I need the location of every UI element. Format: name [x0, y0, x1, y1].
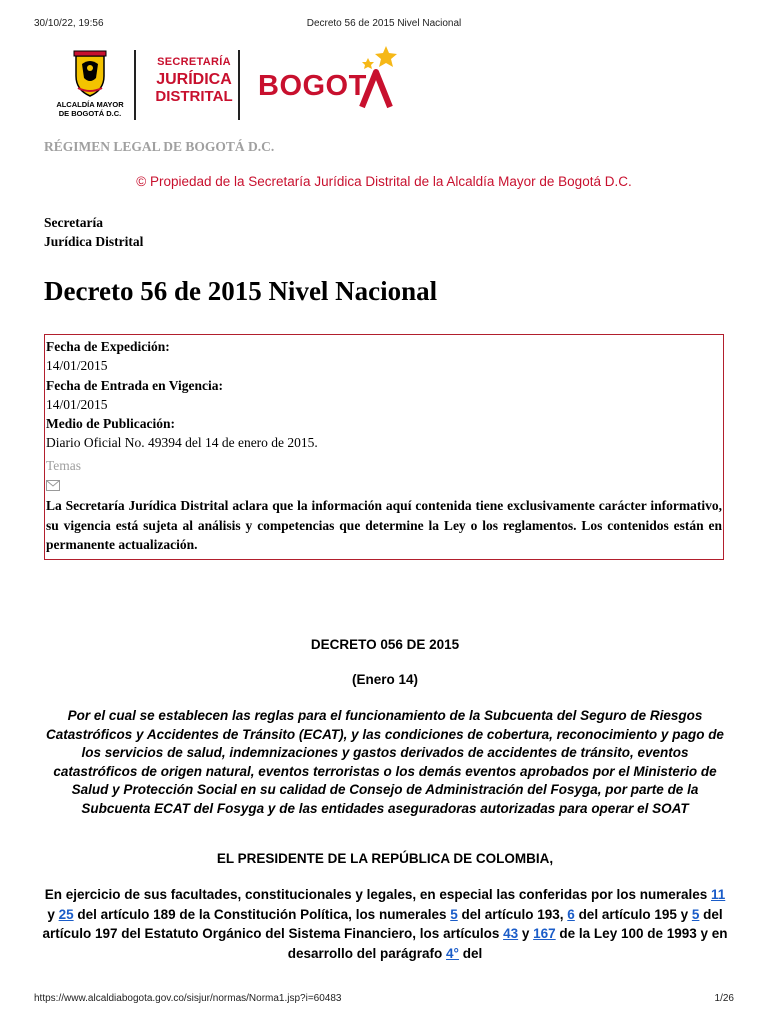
- bogota-wordmark: BOGOT: [258, 70, 367, 102]
- numeral-25-link[interactable]: 25: [58, 906, 74, 922]
- decree-number: DECRETO 056 DE 2015: [310, 637, 460, 652]
- email-share[interactable]: [46, 477, 722, 493]
- numeral-5-art197-link[interactable]: 5: [691, 906, 700, 922]
- paragrafo-4-link[interactable]: 4°: [446, 945, 459, 961]
- logo-divider: [238, 50, 240, 120]
- decree-powers-paragraph: [40, 885, 730, 963]
- print-footer: [0, 993, 768, 1007]
- alcaldia-line1: ALCALDÍA MAYOR: [56, 100, 124, 109]
- metadata-box: [44, 334, 724, 560]
- decree-summary: Por el cual se establecen las reglas para el funcionamiento de la Subcuenta del Seguro de Riesgos Catastróficos y Accidentes de Tránsito (ECAT), y las condiciones de cobertura, reconocimiento y pago de los servicios de salud, indemnizaciones y gastos derivados de accidentes de tránsito, eventos catastróficos de origen natural, eventos terroristas o los demás eventos aprobados por el Ministerio de Salud y Protección Social en su calidad de Consejo de Administración del Fosyga, por parte de la Subcuenta ECAT del Fosyga y de las entidades aseguradoras autorizadas para operar el SOAT: [46, 708, 724, 816]
- powers-text: del: [458, 945, 483, 961]
- secretaria-logo-line2: JURÍDICA: [156, 71, 232, 88]
- secretaria-logo-line1: SECRETARÍA: [157, 56, 231, 68]
- powers-text: del artículo 193,: [457, 906, 568, 922]
- numeral-6-link[interactable]: 6: [567, 906, 575, 922]
- print-page-title: Decreto 56 de 2015 Nivel Nacional: [306, 18, 462, 29]
- articulo-43-link[interactable]: 43: [503, 926, 519, 941]
- print-page-number: 1/26: [714, 993, 734, 1004]
- secretaria-label: [44, 213, 143, 251]
- decree-date: (Enero 14): [351, 672, 419, 687]
- copyright-notice: © Propiedad de la Secretaría Jurídica Distrital de la Alcaldía Mayor de Bogotá D.C.: [136, 174, 632, 189]
- bogota-star-a-icon: [258, 42, 408, 117]
- powers-text: del artículo 195 y: [574, 906, 692, 922]
- secretaria-line1: Secretaría: [44, 215, 103, 230]
- expedicion-label: Fecha de Expedición:: [46, 339, 170, 354]
- disclaimer-text: La Secretaría Jurídica Distrital aclara que la información aquí contenida tiene exclusivamente carácter informativo, su vigencia está sujeta al análisis y competencias que determine la Ley o los reglamentos. Los contenidos están en permanente actualización.: [46, 498, 722, 553]
- envelope-icon[interactable]: [46, 480, 60, 491]
- print-datetime: 30/10/22, 19:56: [34, 18, 104, 29]
- powers-text: de la Ley 100 de 1993 y en desarrollo del parágrafo: [287, 926, 728, 961]
- alcaldia-line2: DE BOGOTÁ D.C.: [58, 109, 122, 118]
- print-url: https://www.alcaldiabogota.gov.co/sisjur/normas/Norma1.jsp?i=60483: [34, 993, 342, 1004]
- print-header: [0, 18, 768, 32]
- publicacion-value: Diario Oficial No. 49394 del 14 de enero de 2015.: [46, 435, 318, 451]
- decree-president-heading: EL PRESIDENTE DE LA REPÚBLICA DE COLOMBIA,: [216, 851, 554, 866]
- secretaria-juridica-logo: [152, 54, 236, 105]
- expedicion-value: 14/01/2015: [46, 358, 108, 374]
- numeral-11-link[interactable]: 11: [711, 887, 726, 902]
- bogota-coat-of-arms-icon: [70, 48, 110, 98]
- bogota-logo: [258, 42, 408, 117]
- secretaria-line2: Jurídica Distrital: [44, 234, 144, 249]
- logo-bar: [42, 42, 442, 127]
- powers-text: y: [518, 926, 534, 941]
- publicacion-label: Medio de Publicación:: [46, 416, 175, 432]
- powers-text: del artículo 189 de la Constitución Política, los numerales: [73, 906, 451, 922]
- powers-text: del artículo 197 del Estatuto Orgánico del Sistema Financiero, los artículos: [42, 906, 723, 941]
- vigencia-value: 14/01/2015: [46, 396, 108, 412]
- powers-text: En ejercicio de sus facultades, constitucionales y legales, en especial las conferidas por los numerales: [44, 887, 711, 902]
- secretaria-logo-line3: DISTRITAL: [155, 88, 233, 105]
- alcaldia-logo: [42, 48, 138, 118]
- regimen-legal-heading: RÉGIMEN LEGAL DE BOGOTÁ D.C.: [44, 139, 275, 154]
- document-title: Decreto 56 de 2015 Nivel Nacional: [44, 276, 438, 306]
- articulo-167-link[interactable]: 167: [533, 926, 556, 941]
- powers-text: y: [47, 906, 59, 922]
- logo-divider: [134, 50, 136, 120]
- vigencia-label: Fecha de Entrada en Vigencia:: [46, 377, 223, 393]
- temas-link[interactable]: Temas: [46, 457, 82, 473]
- numeral-5-link[interactable]: 5: [450, 906, 458, 922]
